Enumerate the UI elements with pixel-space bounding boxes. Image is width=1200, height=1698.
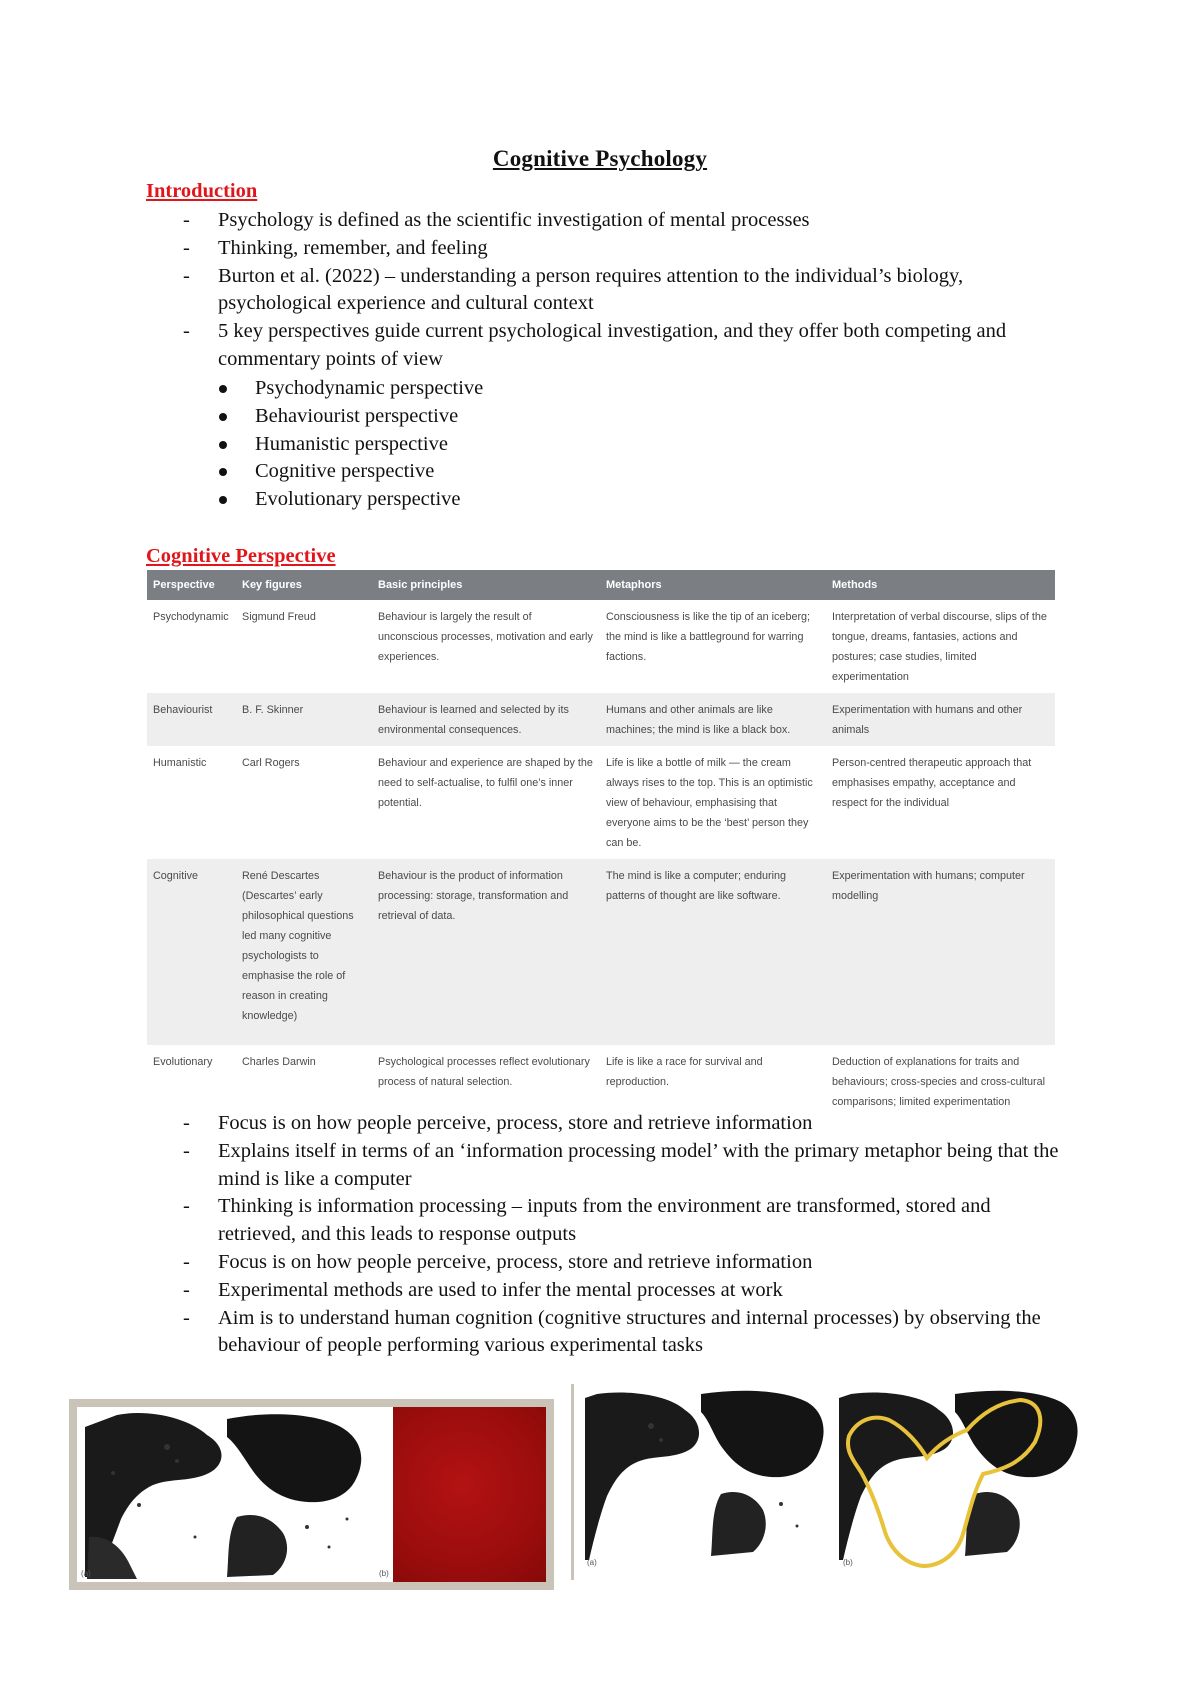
list-item: - Explains itself in terms of an ‘information processing model’ with the primary metaphor being that the mind is like a computer <box>183 1139 1059 1190</box>
hidden-cow-image <box>77 1407 393 1582</box>
red-texture-panel <box>393 1407 546 1582</box>
list-item: - Focus is on how people perceive, process, store and retrieve information <box>183 1112 813 1134</box>
table-row <box>147 693 1055 746</box>
bullet-icon <box>219 441 227 449</box>
list-item: Evolutionary perspective <box>218 486 483 514</box>
list-item: - Aim is to understand human cognition (cognitive structures and internal processes) by observing the behaviour of people performing various experimental tasks <box>183 1306 1041 1357</box>
perspectives-table <box>147 570 1055 1131</box>
caption-b: (b) <box>843 1558 853 1567</box>
caption-a: (a) <box>81 1569 91 1578</box>
table-cell: Consciousness is like the tip of an iceberg; the mind is like a battleground for warring factions. <box>606 611 811 663</box>
table-cell: Experimentation with humans; computer modelling <box>826 859 1055 1045</box>
list-item: Cognitive perspective <box>218 458 483 486</box>
table-cell: Psychological processes reflect evolutionary process of natural selection. <box>378 1056 590 1088</box>
intro-list <box>183 207 1063 374</box>
table-cell: René Descartes (Descartes’ early philosophical questions led many cognitive psychologists to emphasise the role of reason in creating knowledge) <box>236 859 372 1045</box>
table-row <box>147 859 1055 1045</box>
ambiguous-figure-right <box>571 1384 1097 1580</box>
list-item: - Thinking, remember, and feeling <box>183 236 488 259</box>
table-row <box>147 746 1055 859</box>
table-cell: Behaviour is largely the result of unconscious processes, motivation and early experiences. <box>378 611 593 663</box>
table-cell: Behaviour and experience are shaped by the need to self-actualise, to fulfil one’s inner potential. <box>378 757 593 809</box>
hidden-cow-svg <box>77 1407 393 1582</box>
table-header: Perspective <box>147 570 236 600</box>
caption-a: (a) <box>587 1558 597 1567</box>
list-item: - Burton et al. (2022) – understanding a person requires attention to the individual’s biology, psychological experience and cultural context <box>183 264 964 315</box>
table-cell: Person-centred therapeutic approach that emphasises empathy, acceptance and respect for the individual <box>832 757 1032 809</box>
caption-b: (b) <box>379 1569 389 1578</box>
table-header: Key figures <box>236 570 372 600</box>
table-cell: Behaviour is the product of information processing: storage, transformation and retrieval of data. <box>372 859 600 1045</box>
list-item: - Thinking is information processing – inputs from the environment are transformed, stored and retrieved, and this leads to response outputs <box>183 1195 991 1246</box>
bullet-icon <box>219 413 227 421</box>
table-header: Metaphors <box>600 570 826 600</box>
table-cell: Deduction of explanations for traits and behaviours; cross-species and cross-cultural comparisons; limited experimentation <box>832 1056 1046 1108</box>
table-cell: Humanistic <box>153 757 207 769</box>
cognitive-heading: Cognitive Perspective <box>146 545 336 567</box>
table-header: Methods <box>826 570 1055 600</box>
table-cell: Psychodynamic <box>153 611 229 623</box>
table-header-row <box>147 570 1055 600</box>
table-cell: Sigmund Freud <box>242 611 316 623</box>
table-cell: Interpretation of verbal discourse, slips of the tongue, dreams, fantasies, actions and postures; case studies, limited experimentation <box>832 611 1047 683</box>
table-cell: Experimentation with humans and other animals <box>826 693 1055 746</box>
list-item: Humanistic perspective <box>218 431 483 459</box>
table-cell: Evolutionary <box>153 1056 213 1068</box>
table-cell: Life is like a bottle of milk — the cream always rises to the top. This is an optimistic view of behaviour, emphasising that everyone aims to be the ‘best’ person they can be. <box>606 757 813 849</box>
table-cell: Charles Darwin <box>242 1056 316 1068</box>
bullet-icon <box>219 496 227 504</box>
intro-heading: Introduction <box>146 180 258 202</box>
list-item: - Focus is on how people perceive, process, store and retrieve information <box>183 1250 813 1273</box>
table-cell: Life is like a race for survival and reproduction. <box>606 1056 763 1088</box>
table-cell: B. F. Skinner <box>236 693 372 746</box>
table-cell: Behaviour is learned and selected by its environmental consequences. <box>372 693 600 746</box>
table-header: Basic principles <box>372 570 600 600</box>
table-cell: Behaviourist <box>147 693 236 746</box>
list-item: Behaviourist perspective <box>218 403 483 431</box>
table-cell: Humans and other animals are like machines; the mind is like a black box. <box>600 693 826 746</box>
cognitive-list <box>183 1110 1063 1360</box>
list-item: - Experimental methods are used to infer the mental processes at work <box>183 1278 783 1301</box>
bullet-icon <box>219 468 227 476</box>
list-item: - 5 key perspectives guide current psychological investigation, and they offer both competing and commentary points of view <box>183 320 1007 370</box>
page-title: Cognitive Psychology <box>492 146 708 171</box>
table-cell: The mind is like a computer; enduring patterns of thought are like software. <box>600 859 826 1045</box>
table-row <box>147 600 1055 693</box>
table-cell: Carl Rogers <box>242 757 300 769</box>
perspective-bullets <box>218 375 483 514</box>
list-item: - Psychology is defined as the scientific investigation of mental processes <box>183 209 810 231</box>
cow-outline-svg <box>571 1384 1097 1580</box>
list-item: Psychodynamic perspective <box>218 375 483 403</box>
table-cell: Cognitive <box>147 859 236 1045</box>
bullet-icon <box>219 385 227 393</box>
ambiguous-figure-left <box>69 1399 554 1590</box>
